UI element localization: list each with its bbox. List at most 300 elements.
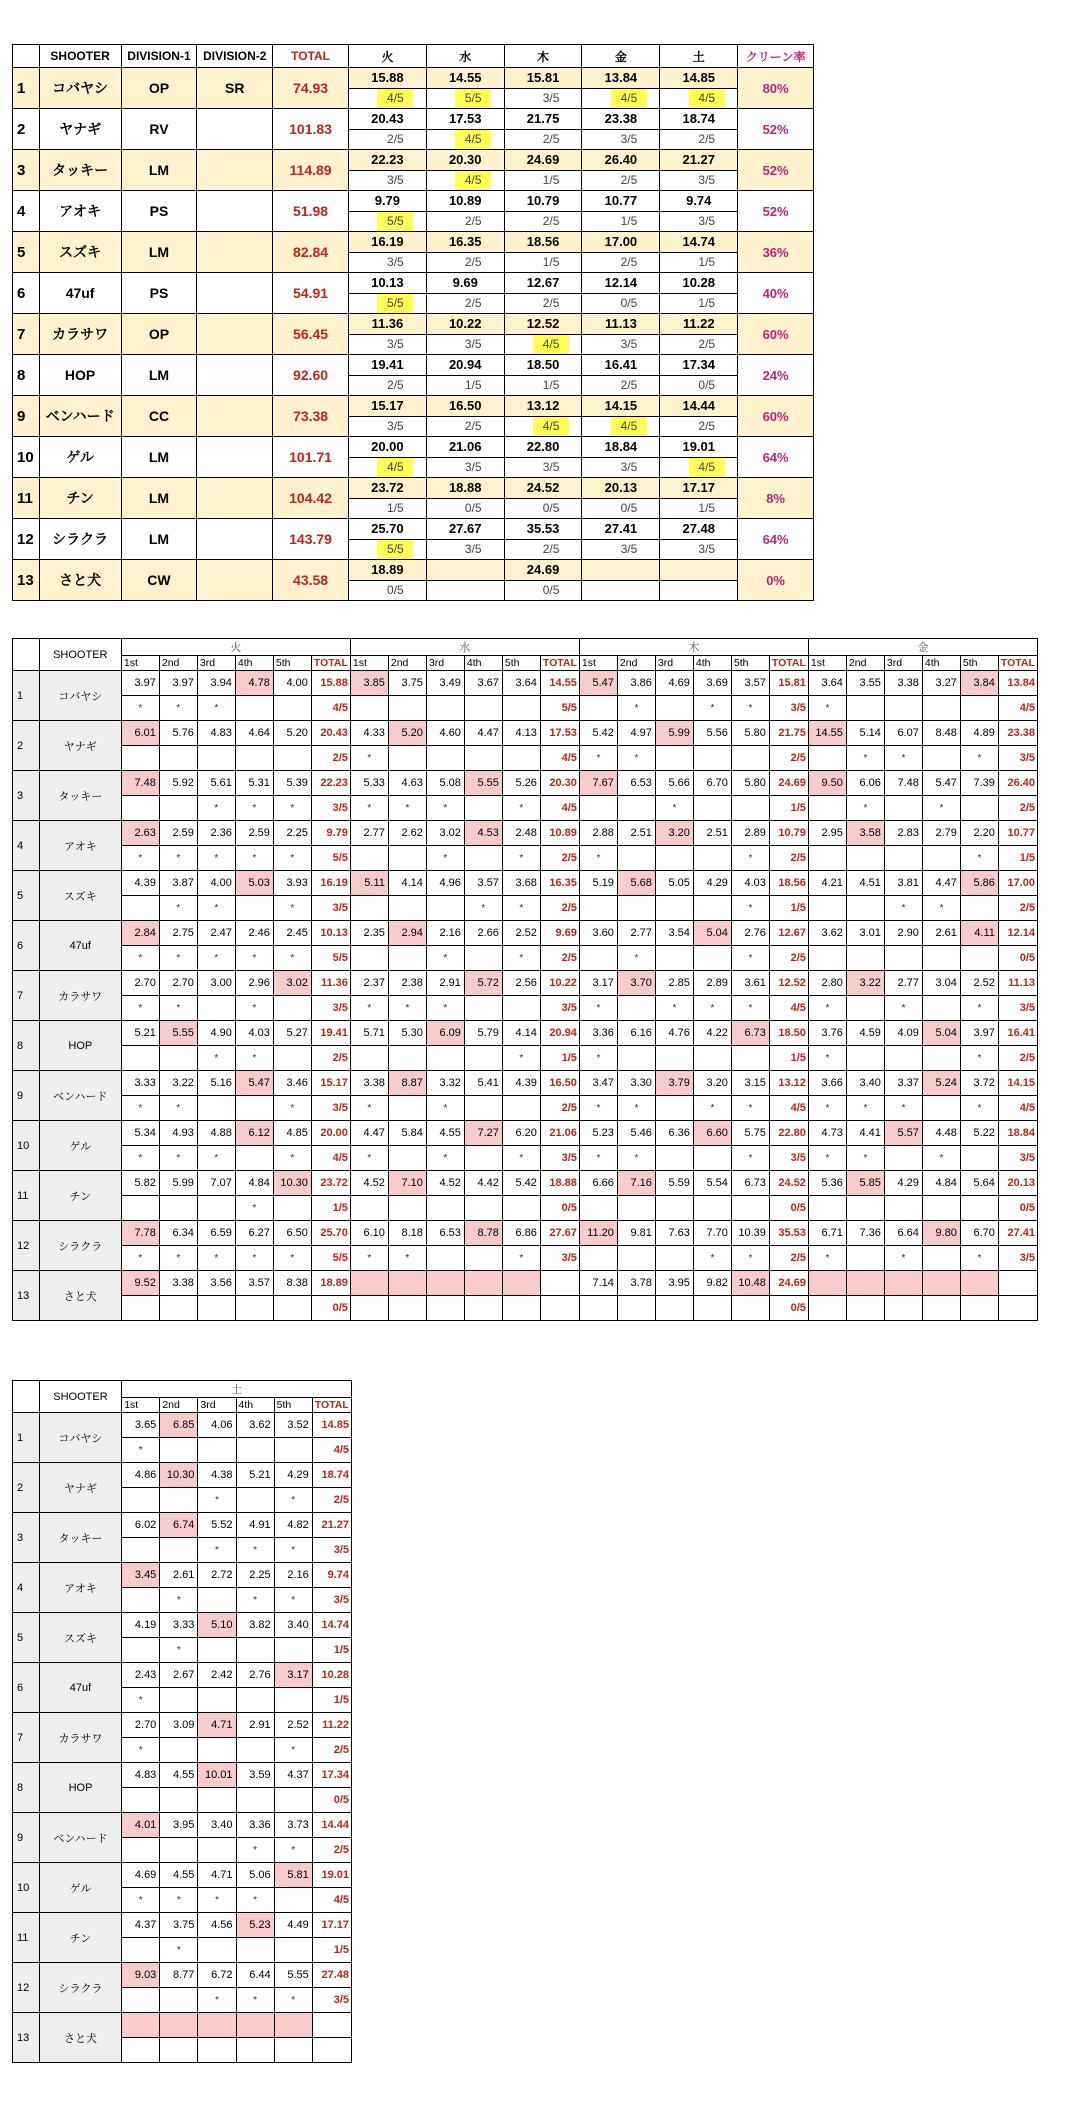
shot-mark (464, 1296, 502, 1321)
shot-mark: * (198, 1538, 236, 1563)
shot-mark: * (122, 1438, 160, 1463)
shot-mark (122, 1988, 160, 2013)
row-number: 7 (13, 1713, 40, 1763)
shot-mark (274, 1688, 312, 1713)
day-total: 22.23 (311, 771, 350, 796)
shot-mark (617, 846, 655, 871)
total-time: 73.38 (273, 396, 349, 437)
summary-row (13, 109, 814, 150)
shot-mark (808, 846, 846, 871)
header-shot: 2nd (617, 656, 655, 671)
shooter-name: カラサワ (39, 314, 121, 355)
shot-time: 3.46 (273, 1071, 311, 1096)
shot-time: 3.33 (121, 1071, 159, 1096)
division-2 (197, 355, 273, 396)
shot-time: 4.06 (198, 1413, 236, 1438)
day-total: 13.84 (998, 671, 1037, 696)
shot-time: 4.14 (502, 1021, 540, 1046)
day-hits: 1/5 (698, 501, 716, 515)
shot-mark (464, 796, 502, 821)
shot-mark (846, 1046, 884, 1071)
shot-time: 6.86 (502, 1221, 540, 1246)
shot-time (960, 1271, 998, 1296)
day-total: 9.74 (312, 1563, 351, 1588)
header-total: TOTAL (540, 656, 579, 671)
shot-time: 5.81 (274, 1863, 312, 1888)
shot-time: 7.36 (846, 1221, 884, 1246)
day-hits-wrap (676, 540, 737, 559)
day-total: 16.35 (540, 871, 579, 896)
day-hits: 2/5 (312, 1738, 351, 1763)
shot-time: 2.35 (350, 921, 388, 946)
day-hits-wrap (598, 417, 659, 436)
shot-mark: * (808, 1246, 846, 1271)
day-hits: 3/5 (769, 696, 808, 721)
shot-time: 3.00 (197, 971, 235, 996)
day-hits: 2/5 (464, 419, 482, 433)
shot-mark: * (693, 1246, 731, 1271)
day-cell (348, 273, 426, 314)
shot-mark (198, 1688, 236, 1713)
shot-mark: * (731, 946, 769, 971)
day-cell (582, 314, 660, 355)
summary-row (13, 519, 814, 560)
shot-mark: * (808, 696, 846, 721)
shot-time: 4.55 (160, 1763, 198, 1788)
shot-time: 6.53 (426, 1221, 464, 1246)
shot-mark: * (617, 746, 655, 771)
shot-time: 6.27 (235, 1221, 273, 1246)
shot-time: 3.52 (274, 1413, 312, 1438)
shot-mark (884, 1296, 922, 1321)
shot-mark (731, 746, 769, 771)
day-cell (660, 232, 738, 273)
shot-time: 3.75 (160, 1913, 198, 1938)
shot-time: 3.02 (273, 971, 311, 996)
shot-time (350, 1271, 388, 1296)
day-total: 18.56 (769, 871, 808, 896)
shot-mark: * (160, 1888, 198, 1913)
day-hits: 3/5 (620, 542, 638, 556)
shot-time: 3.32 (426, 1071, 464, 1096)
header-no (13, 45, 40, 68)
shot-mark: * (960, 1246, 998, 1271)
shot-time: 3.20 (693, 1071, 731, 1096)
header-day: 金 (808, 639, 1037, 656)
day-hits-wrap (521, 294, 582, 313)
header-total: TOTAL (311, 656, 350, 671)
shot-mark (960, 1296, 998, 1321)
shooter-name: タッキー (39, 150, 121, 191)
shot-time: 3.36 (236, 1813, 274, 1838)
shot-time: 2.84 (121, 921, 159, 946)
shot-time: 7.39 (960, 771, 998, 796)
day-cell (348, 437, 426, 478)
shot-time: 6.73 (731, 1171, 769, 1196)
day-time: 10.77 (582, 191, 659, 212)
day-hits-wrap (365, 171, 426, 190)
division-1: CW (121, 560, 197, 601)
day-cell (504, 396, 582, 437)
day-time: 10.79 (505, 191, 582, 212)
day-hits: 1/5 (311, 1196, 350, 1221)
shot-mark (273, 996, 311, 1021)
day-total: 20.43 (311, 721, 350, 746)
header-division-2: DIVISION-2 (197, 45, 273, 68)
shot-mark: * (731, 696, 769, 721)
shot-time: 9.81 (617, 1221, 655, 1246)
shot-mark: * (426, 1146, 464, 1171)
shot-mark (235, 1096, 273, 1121)
shot-mark: * (274, 1588, 312, 1613)
shot-time: 5.59 (655, 1171, 693, 1196)
day-hits: 2/5 (540, 896, 579, 921)
detail-row-marks (13, 696, 1038, 721)
shot-mark (884, 1146, 922, 1171)
shot-time: 2.46 (235, 921, 273, 946)
shot-time: 2.61 (160, 1563, 198, 1588)
shot-mark (121, 896, 159, 921)
division-1: OP (121, 68, 197, 109)
day-hits-wrap (365, 376, 426, 395)
day-hits: 3/5 (998, 1246, 1037, 1271)
header-shot: 3rd (197, 656, 235, 671)
header-total: TOTAL (769, 656, 808, 671)
detail-row-times (13, 671, 1038, 696)
shot-time (274, 2013, 312, 2038)
shot-time: 7.10 (388, 1171, 426, 1196)
shot-time: 2.42 (198, 1663, 236, 1688)
shot-mark (922, 1196, 960, 1221)
shot-mark (350, 1296, 388, 1321)
shot-mark: * (579, 846, 617, 871)
division-1: LM (121, 519, 197, 560)
day-time: 21.75 (505, 109, 582, 130)
shot-mark (960, 1146, 998, 1171)
shot-time (846, 1271, 884, 1296)
shot-mark (274, 1888, 312, 1913)
day-total: 10.79 (769, 821, 808, 846)
day-total: 10.22 (540, 971, 579, 996)
day-time: 18.88 (427, 478, 504, 499)
row-number: 1 (13, 68, 40, 109)
shot-time: 5.19 (579, 871, 617, 896)
shot-time: 3.64 (808, 671, 846, 696)
day-cell (660, 314, 738, 355)
detail-row-times (13, 1171, 1038, 1196)
header-shot: 2nd (846, 656, 884, 671)
day-time: 35.53 (505, 519, 582, 540)
row-number: 6 (13, 921, 40, 971)
day-hits: 3/5 (387, 255, 404, 269)
shot-mark: * (159, 996, 197, 1021)
shooter-name: タッキー (39, 1513, 121, 1563)
day-time: 15.17 (349, 396, 426, 417)
shot-mark (274, 1938, 312, 1963)
shot-time: 5.56 (693, 721, 731, 746)
shot-time: 2.96 (235, 971, 273, 996)
shot-time (502, 1271, 540, 1296)
shot-time: 3.55 (846, 671, 884, 696)
day-hits: 4/5 (377, 458, 413, 477)
day-cell (504, 232, 582, 273)
day-hits: 3/5 (311, 1096, 350, 1121)
shot-time: 3.73 (274, 1813, 312, 1838)
shot-time: 6.07 (884, 721, 922, 746)
shot-time: 3.75 (388, 671, 426, 696)
header-shot: 4th (235, 656, 273, 671)
day-hits-wrap (365, 458, 426, 477)
day-hits: 2/5 (540, 946, 579, 971)
shot-mark: * (197, 1146, 235, 1171)
row-number: 7 (13, 314, 40, 355)
day-hits: 1/5 (769, 1046, 808, 1071)
shot-time: 2.63 (121, 821, 159, 846)
division-2 (197, 314, 273, 355)
shot-mark (464, 746, 502, 771)
shot-mark (579, 796, 617, 821)
shot-time: 2.89 (731, 821, 769, 846)
row-number: 2 (13, 109, 40, 150)
shot-time: 5.34 (121, 1121, 159, 1146)
shot-mark: * (121, 946, 159, 971)
day-cell (504, 355, 582, 396)
division-1: LM (121, 355, 197, 396)
shot-mark: * (617, 946, 655, 971)
shot-mark: * (159, 1146, 197, 1171)
detail-row-times (13, 1613, 352, 1638)
shot-mark: * (731, 896, 769, 921)
shot-mark (846, 896, 884, 921)
day-hits-wrap (443, 499, 504, 518)
shot-mark: * (236, 1588, 274, 1613)
shot-mark: * (388, 996, 426, 1021)
header-day-thu: 木 (504, 45, 582, 68)
shot-time: 4.13 (502, 721, 540, 746)
shooter-name: カラサワ (39, 1713, 121, 1763)
day-hits-wrap (598, 376, 659, 395)
day-cell (504, 519, 582, 560)
summary-table (12, 44, 814, 601)
shot-mark: * (274, 1488, 312, 1513)
division-1: RV (121, 109, 197, 150)
shot-time: 2.89 (693, 971, 731, 996)
shot-mark: * (426, 996, 464, 1021)
day-time: 17.53 (427, 109, 504, 130)
shot-mark: * (884, 896, 922, 921)
shot-mark (236, 1788, 274, 1813)
shot-time: 5.06 (236, 1863, 274, 1888)
detail-row-marks (13, 846, 1038, 871)
shot-mark (160, 1688, 198, 1713)
day-hits: 4/5 (998, 696, 1037, 721)
day-time (582, 560, 659, 581)
shot-mark (922, 1046, 960, 1071)
shot-time: 4.84 (922, 1171, 960, 1196)
header-shot: 4th (693, 656, 731, 671)
summary-row (13, 437, 814, 478)
day-hits: 2/5 (769, 846, 808, 871)
shot-time: 2.59 (235, 821, 273, 846)
header-shot: 5th (274, 1398, 312, 1413)
shot-mark: * (388, 796, 426, 821)
shot-time: 4.96 (426, 871, 464, 896)
shooter-name: HOP (39, 355, 121, 396)
day-hits: 3/5 (698, 542, 716, 556)
shot-time: 4.11 (960, 921, 998, 946)
day-hits-wrap (598, 171, 659, 190)
day-time: 10.13 (349, 273, 426, 294)
shot-time: 5.23 (236, 1913, 274, 1938)
shot-mark (655, 1096, 693, 1121)
shot-mark: * (960, 746, 998, 771)
day-hits: 0/5 (620, 501, 638, 515)
shot-mark: * (426, 796, 464, 821)
shot-time: 6.71 (808, 1221, 846, 1246)
day-total: 23.72 (311, 1171, 350, 1196)
shot-mark (160, 1838, 198, 1863)
shot-time: 4.39 (121, 871, 159, 896)
day-time: 15.81 (505, 68, 582, 89)
shot-time: 3.95 (655, 1271, 693, 1296)
row-number: 4 (13, 191, 40, 232)
day-total: 10.28 (312, 1663, 351, 1688)
day-hits: 2/5 (311, 1046, 350, 1071)
shot-time: 5.11 (350, 871, 388, 896)
shooter-name: ヤナギ (39, 721, 121, 771)
shot-time: 5.57 (884, 1121, 922, 1146)
day-cell (426, 191, 504, 232)
shooter-name: ゲル (39, 1121, 121, 1171)
row-number: 5 (13, 1613, 40, 1663)
day-total: 18.84 (998, 1121, 1037, 1146)
shot-time: 2.94 (388, 921, 426, 946)
day-total: 27.67 (540, 1221, 579, 1246)
shot-time: 5.99 (655, 721, 693, 746)
shot-time: 10.39 (731, 1221, 769, 1246)
shot-time: 2.51 (693, 821, 731, 846)
day-hits-wrap (365, 581, 426, 600)
shot-mark (388, 946, 426, 971)
day-cell (582, 355, 660, 396)
day-total: 16.19 (311, 871, 350, 896)
day-cell (504, 68, 582, 109)
header-shooter: SHOOTER (39, 639, 121, 671)
shot-mark: * (159, 1246, 197, 1271)
shot-mark (273, 1296, 311, 1321)
shot-mark (579, 696, 617, 721)
shot-mark (922, 1246, 960, 1271)
shot-mark: * (922, 896, 960, 921)
clean-rate: 64% (738, 437, 814, 478)
summary-row (13, 273, 814, 314)
shot-mark (198, 1788, 236, 1813)
shot-mark (426, 1246, 464, 1271)
day-hits-wrap (521, 540, 582, 559)
day-hits-wrap (521, 130, 582, 149)
header-day-tue: 火 (348, 45, 426, 68)
clean-rate: 24% (738, 355, 814, 396)
day-time: 20.13 (582, 478, 659, 499)
shot-mark (198, 2038, 236, 2063)
shooter-name: チン (39, 478, 121, 519)
shot-mark (198, 1588, 236, 1613)
detail-row-marks (13, 1196, 1038, 1221)
day-hits-wrap (443, 581, 504, 600)
shot-mark (426, 1046, 464, 1071)
day-hits-wrap (598, 212, 659, 231)
shot-time: 3.57 (235, 1271, 273, 1296)
shooter-name: さと犬 (39, 560, 121, 601)
header-no (13, 639, 40, 671)
summary-row (13, 232, 814, 273)
day-cell (348, 355, 426, 396)
day-hits-wrap (676, 417, 737, 436)
day-total (312, 2013, 351, 2038)
header-shot: 3rd (198, 1398, 236, 1413)
clean-rate: 8% (738, 478, 814, 519)
day-hits: 3/5 (311, 796, 350, 821)
shot-mark (388, 1046, 426, 1071)
shot-mark (426, 1296, 464, 1321)
day-cell (426, 109, 504, 150)
shot-time: 3.36 (579, 1021, 617, 1046)
shot-time: 4.47 (464, 721, 502, 746)
shot-mark (884, 1196, 922, 1221)
header-shot: 5th (960, 656, 998, 671)
shot-time: 7.27 (464, 1121, 502, 1146)
day-total: 18.88 (540, 1171, 579, 1196)
shot-mark (388, 696, 426, 721)
shot-mark: * (197, 696, 235, 721)
shot-mark: * (693, 1096, 731, 1121)
shot-time: 6.59 (197, 1221, 235, 1246)
day-time: 11.13 (582, 314, 659, 335)
row-number: 6 (13, 1663, 40, 1713)
shot-mark (235, 696, 273, 721)
shot-mark: * (197, 846, 235, 871)
day-time: 27.67 (427, 519, 504, 540)
shot-mark: * (198, 1488, 236, 1513)
shot-mark (922, 996, 960, 1021)
day-time: 24.69 (505, 150, 582, 171)
shot-mark (846, 846, 884, 871)
day-time: 25.70 (349, 519, 426, 540)
day-total: 20.13 (998, 1171, 1037, 1196)
shot-time: 5.20 (273, 721, 311, 746)
day-total: 25.70 (311, 1221, 350, 1246)
shot-time: 3.58 (846, 821, 884, 846)
day-time: 14.55 (427, 68, 504, 89)
shooter-name: アオキ (39, 191, 121, 232)
day-hits-wrap (521, 376, 582, 395)
day-time: 19.01 (660, 437, 737, 458)
shot-mark: * (350, 996, 388, 1021)
shot-time: 3.49 (426, 671, 464, 696)
shot-mark: * (960, 996, 998, 1021)
day-hits: 4/5 (769, 996, 808, 1021)
shot-mark (502, 1096, 540, 1121)
day-total: 23.38 (998, 721, 1037, 746)
header-day: 木 (579, 639, 808, 656)
detail-row-times (13, 1963, 352, 1988)
shot-time: 5.26 (502, 771, 540, 796)
day-time: 10.28 (660, 273, 737, 294)
shot-time: 3.68 (502, 871, 540, 896)
shot-mark (808, 1296, 846, 1321)
division-1: PS (121, 191, 197, 232)
shot-time: 2.79 (922, 821, 960, 846)
